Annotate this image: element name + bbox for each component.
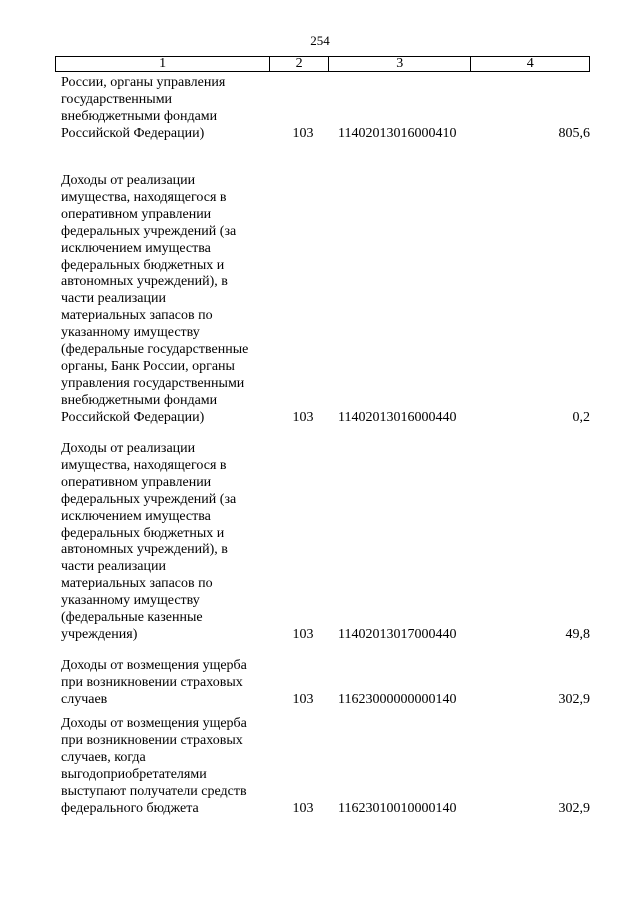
row-kbk: 11402013016000410 (338, 126, 457, 142)
header-col-3: 3 (329, 57, 471, 71)
row-description: Доходы от реализации имущества, находящегося в оперативном управлении федеральных учреждений (за исключением имущества федеральных бюджетных и автономных учреждений), в части реализации материальных запасов по указанному имуществу (федеральные государственные органы, Банк России, органы управления государственными внебюджетными фондами Российской Федерации) (61, 173, 249, 425)
row-amount: 0,2 (572, 410, 590, 426)
row-description: Доходы от реализации имущества, находящегося в оперативном управлении федеральных учреждений (за исключением имущества федеральных бюджетных и автономных учреждений), в части реализации материальных запасов по указанному имуществу (федеральные казенные учреждения) (61, 441, 237, 642)
row-code: 103 (292, 627, 314, 643)
table-header (55, 56, 590, 72)
row-amount: 805,6 (558, 126, 590, 142)
table-row (61, 173, 590, 427)
row-kbk: 11623000000000140 (338, 692, 457, 708)
page-number: 254 (310, 33, 330, 48)
row-code: 103 (292, 126, 314, 142)
row-code: 103 (292, 410, 314, 426)
row-amount: 49,8 (565, 627, 590, 643)
header-col-2: 2 (270, 57, 329, 71)
row-kbk: 11402013017000440 (338, 627, 457, 643)
row-description: России, органы управления государственными внебюджетными фондами Российской Федерации) (61, 75, 226, 141)
row-amount: 302,9 (558, 801, 590, 817)
table-row (61, 441, 590, 644)
row-kbk: 11623010010000140 (338, 801, 457, 817)
table-row (61, 75, 590, 143)
table-row (61, 658, 590, 709)
row-code: 103 (292, 692, 314, 708)
row-kbk: 11402013016000440 (338, 410, 457, 426)
header-col-1: 1 (56, 57, 270, 71)
header-col-4: 4 (526, 56, 534, 71)
row-code: 103 (292, 801, 314, 817)
row-description: Доходы от возмещения ущерба при возникновении страховых случаев (61, 658, 247, 707)
row-description: Доходы от возмещения ущерба при возникновении страховых случаев, когда выгодоприобретателями выступают получатели средств федерального бюджета (61, 716, 247, 816)
table-row (61, 716, 590, 818)
row-amount: 302,9 (558, 692, 590, 708)
